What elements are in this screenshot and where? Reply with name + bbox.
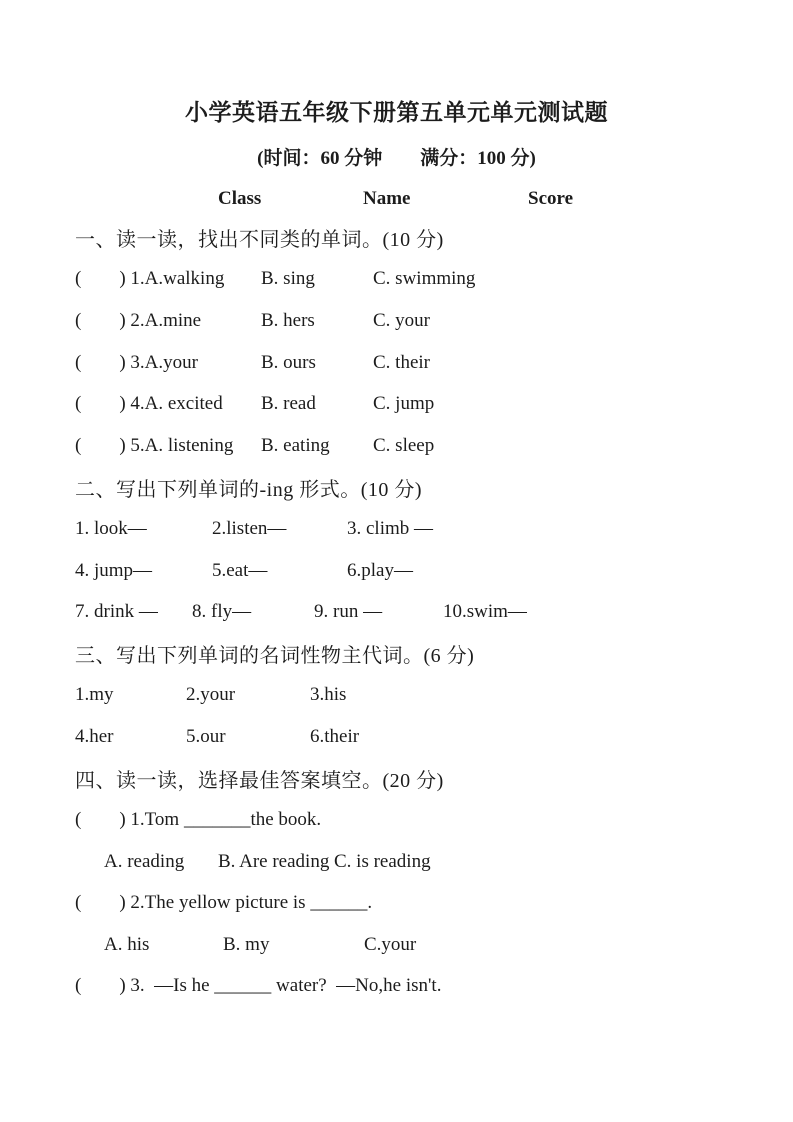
- section4-question: [75, 966, 793, 1008]
- section2-heading: 二、写出下列单词的-ing 形式。(10 分): [75, 478, 423, 501]
- score-label: Score: [528, 188, 574, 209]
- section1-question-row: [75, 259, 793, 301]
- pronoun-item: 1.my: [75, 684, 114, 706]
- name-label: Name: [363, 188, 411, 209]
- option-c: C. your: [373, 309, 430, 331]
- section2-item-row: [75, 550, 793, 592]
- word-item: 10.swim—: [443, 601, 527, 623]
- section1-question-row: [75, 300, 793, 342]
- word-item: 1. look—: [75, 517, 147, 539]
- option-b: B. read: [261, 393, 316, 415]
- section4-question: [75, 883, 793, 925]
- option-a: A. reading: [104, 850, 185, 872]
- word-item: 3. climb —: [347, 517, 434, 539]
- option-c: C. their: [373, 351, 430, 373]
- question-stem: ( ) 1.Tom _______the book.: [75, 809, 322, 831]
- question-stem: ( ) 3. —Is he ______ water? —No,he isn't.: [75, 975, 442, 997]
- word-item: 9. run —: [314, 601, 383, 623]
- word-item: 6.play—: [347, 559, 413, 581]
- question-stem: ( ) 4.A. excited: [75, 393, 223, 415]
- option-c: C. is reading: [334, 850, 431, 872]
- class-label: Class: [218, 188, 262, 209]
- section1-heading: 一、读一读，找出不同类的单词。(10 分): [75, 229, 444, 252]
- section1-question-row: [75, 342, 793, 384]
- option-b: B. sing: [261, 268, 315, 290]
- option-b: B. hers: [261, 309, 315, 331]
- question-stem: ( ) 1.A.walking: [75, 268, 225, 290]
- pronoun-item: 2.your: [186, 684, 236, 706]
- option-b: B. eating: [261, 434, 330, 456]
- word-item: 7. drink —: [75, 601, 158, 623]
- student-info-line: [0, 187, 793, 211]
- question-stem: ( ) 2.A.mine: [75, 309, 202, 331]
- section2-item-row: [75, 508, 793, 550]
- time-score-subtitle: (时间：60 分钟 满分：100 分): [257, 148, 536, 169]
- option-c: C. jump: [373, 393, 435, 415]
- section3-item-row: [75, 716, 793, 758]
- section4-options-row: [75, 841, 793, 883]
- document-body: [0, 217, 793, 1007]
- option-b: B. Are reading: [218, 850, 330, 872]
- question-stem: ( ) 3.A.your: [75, 351, 198, 373]
- word-item: 2.listen—: [212, 517, 287, 539]
- section1-question-row: [75, 383, 793, 425]
- option-a: A. his: [104, 933, 150, 955]
- section4-options-row: [75, 924, 793, 966]
- section4-heading: 四、读一读，选择最佳答案填空。(20 分): [75, 770, 444, 793]
- page-title: 小学英语五年级下册第五单元单元测试题: [185, 100, 608, 125]
- question-stem: ( ) 2.The yellow picture is ______.: [75, 892, 373, 914]
- option-c: C.your: [364, 933, 417, 955]
- word-item: 5.eat—: [212, 559, 268, 581]
- word-item: 8. fly—: [192, 601, 252, 623]
- section2-item-row: [75, 591, 793, 633]
- pronoun-item: 5.our: [186, 725, 226, 747]
- section3-item-row: [75, 675, 793, 717]
- option-c: C. sleep: [373, 434, 435, 456]
- section1-question-row: [75, 425, 793, 467]
- section4-question: [75, 799, 793, 841]
- word-item: 4. jump—: [75, 559, 153, 581]
- option-b: B. ours: [261, 351, 316, 373]
- option-c: C. swimming: [373, 268, 476, 290]
- pronoun-item: 4.her: [75, 725, 114, 747]
- section3-heading: 三、写出下列单词的名词性物主代词。(6 分): [75, 645, 475, 668]
- pronoun-item: 3.his: [310, 684, 347, 706]
- question-stem: ( ) 5.A. listening: [75, 434, 234, 456]
- option-b: B. my: [223, 933, 270, 955]
- pronoun-item: 6.their: [310, 725, 360, 747]
